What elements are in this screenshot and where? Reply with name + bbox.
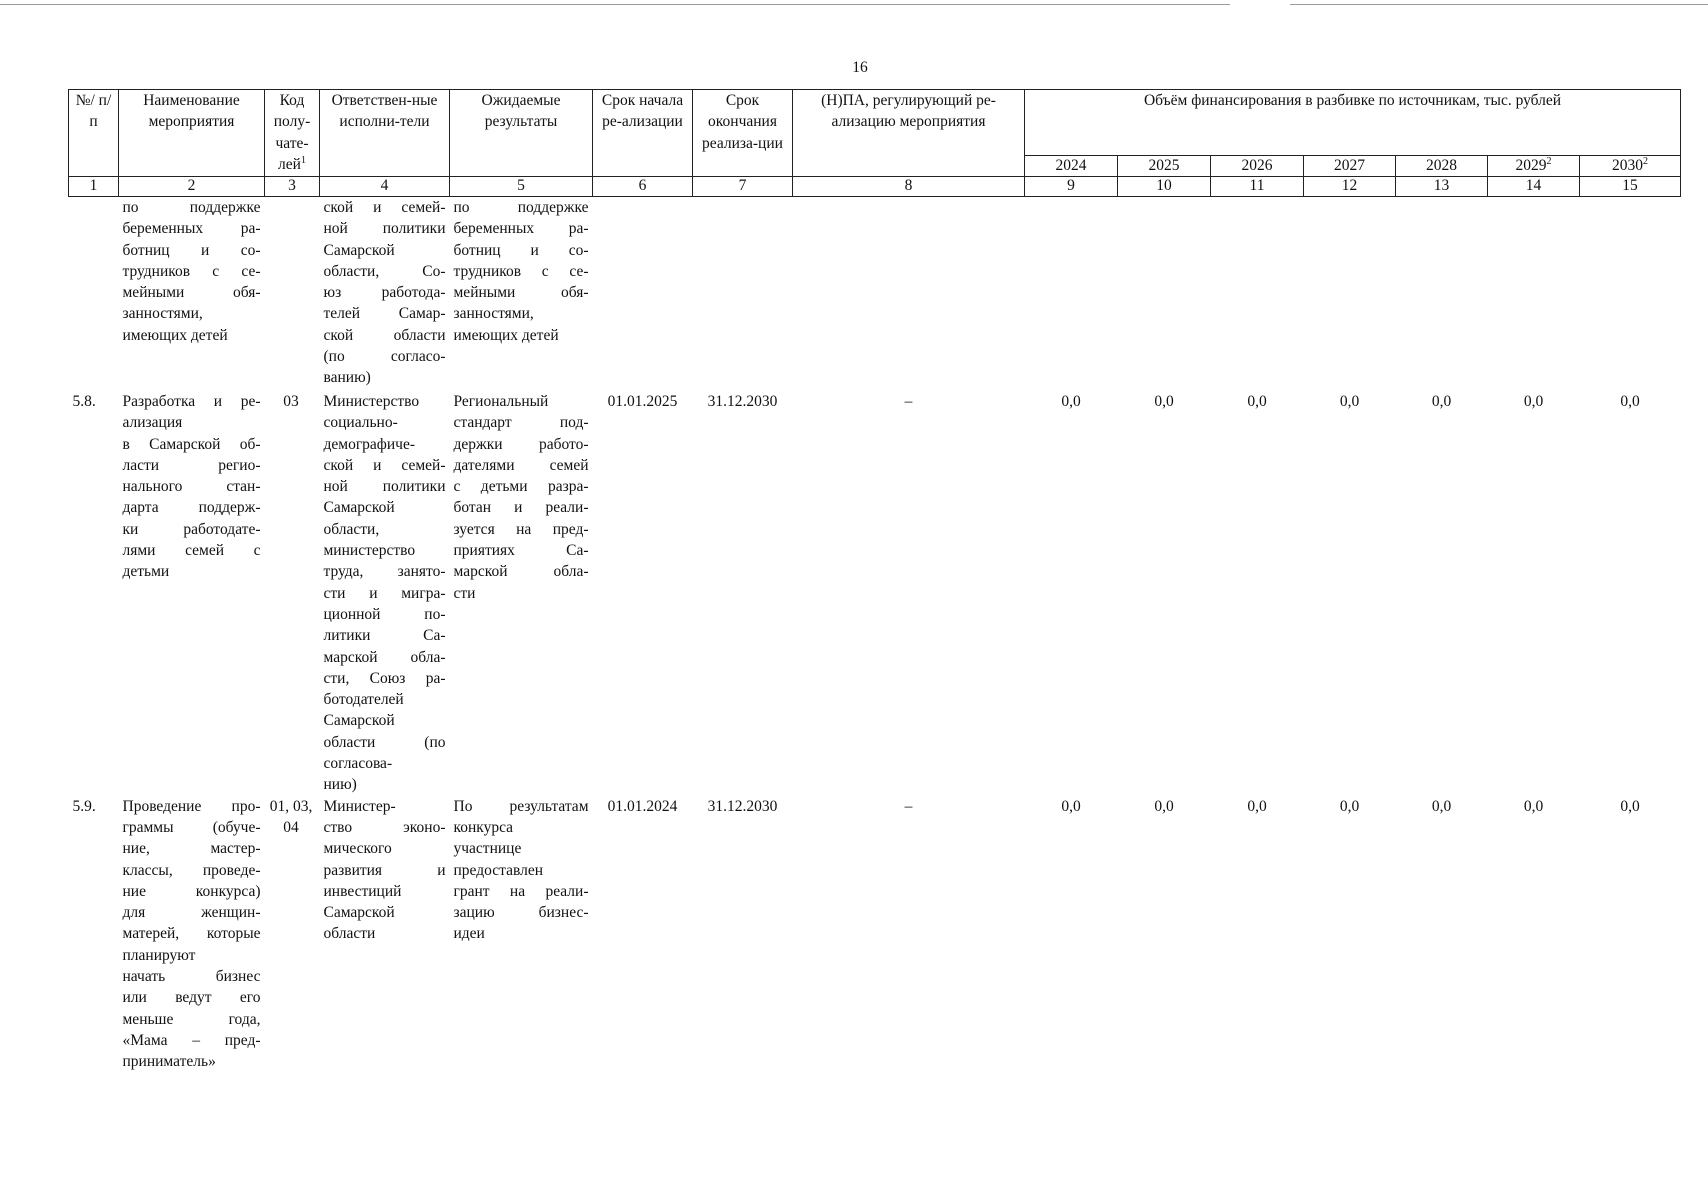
funding-2026: 0,0 (1247, 797, 1267, 815)
funding-2030: 0,0 (1620, 393, 1640, 410)
funding-2024: 0,0 (1061, 797, 1081, 815)
funding-2029 (1488, 197, 1580, 392)
header-year-2029: 2029$^2$ (1488, 156, 1580, 177)
header-code: Код полу- чате- лей$^1$ (265, 90, 320, 177)
row-number: 5.9. (72, 797, 96, 815)
funding-2028 (1396, 197, 1488, 392)
funding-2030 (1580, 197, 1681, 392)
header-executors: Ответствен-ные исполни-тели (320, 90, 450, 177)
column-number-5: 5 (450, 177, 593, 197)
npa-regulation: – (904, 797, 913, 815)
header-year-2028: 2028 (1396, 156, 1488, 177)
column-number-2: 2 (119, 177, 265, 197)
start-date (593, 197, 693, 392)
expected-results: Региональный стандарт под- держки работо- дателями семей с детьми разра- ботан и реали- зуется на пред- приятиях Са- марской обла- сти (453, 393, 589, 602)
header-end-date: Срок окончания реализа-ции (693, 90, 793, 177)
column-number-14: 14 (1488, 177, 1580, 197)
funding-2026 (1211, 197, 1304, 392)
funding-2026: 0,0 (1247, 393, 1267, 410)
header-year-2026: 2026 (1211, 156, 1304, 177)
responsible-executors: Министер- ство эконо- мического развития и инвестиций Самарской области (323, 797, 446, 943)
funding-2029: 0,0 (1523, 797, 1544, 815)
recipient-code (265, 197, 320, 392)
column-number-12: 12 (1304, 177, 1396, 197)
row-number (69, 197, 119, 392)
table-body (69, 197, 1681, 1073)
header-column-numbers (69, 177, 1681, 197)
header-year-2024: 2024 (1025, 156, 1118, 177)
header-year-2027: 2027 (1304, 156, 1396, 177)
column-number-4: 4 (320, 177, 450, 197)
funding-2025: 0,0 (1154, 797, 1174, 815)
funding-2027 (1304, 197, 1396, 392)
row-number: 5.8. (72, 393, 96, 410)
column-number-11: 11 (1211, 177, 1304, 197)
funding-2029: 0,0 (1523, 393, 1544, 410)
table-row (69, 796, 1681, 1073)
recipient-code: 01, 03, 04 (269, 797, 313, 836)
funding-2025 (1118, 197, 1211, 392)
activity-name: по поддержке беременных ра- ботниц и со- трудников с се- мейными обя- занностями, имеющих детей (122, 199, 261, 344)
header-start-date: Срок начала ре-ализации (593, 90, 693, 177)
funding-2028: 0,0 (1431, 797, 1452, 815)
scan-artifact-line (1290, 4, 1708, 5)
funding-2027: 0,0 (1339, 393, 1360, 410)
funding-2025: 0,0 (1154, 393, 1174, 410)
npa-regulation (793, 197, 1025, 392)
responsible-executors: ской и семей- ной политики Самарской области, Со- юз работода- телей Самар- ской области (по согласо- ванию) (323, 199, 446, 387)
funding-2027: 0,0 (1339, 797, 1360, 815)
header-name: Наименование мероприятия (119, 90, 265, 177)
table-row (69, 391, 1681, 796)
recipient-code: 03 (283, 393, 299, 410)
header-funding: Объём финансирования в разбивке по источникам, тыс. рублей (1025, 90, 1681, 156)
column-number-8: 8 (793, 177, 1025, 197)
column-number-15: 15 (1580, 177, 1681, 197)
end-date: 31.12.2030 (707, 393, 778, 410)
expected-results: по поддержке беременных ра- ботниц и со- трудников с се- мейными обя- занностями, имеющих детей (453, 199, 589, 344)
header-year-2030: 2030$^2$ (1580, 156, 1681, 177)
activity-name: Проведение про- граммы (обуче- ние, мастер- классы, проведе- ние конкурса) для женщин- матерей, которые планируют начать бизнес или ведут его меньше года, «Мама – пред- приниматель» (122, 797, 261, 1071)
funding-2024: 0,0 (1061, 393, 1081, 410)
page-number: 16 (852, 59, 868, 76)
column-number-13: 13 (1396, 177, 1488, 197)
program-table (68, 89, 1681, 1073)
responsible-executors: Министерство социально- демографиче- ской и семей- ной политики Самарской области, министерство труда, занято- сти и мигра- ционной по- литики Са- марской обла- сти, Союз ра- ботодателей Самарской области (по согласова- нию) (323, 393, 446, 794)
header-results: Ожидаемые результаты (450, 90, 593, 177)
column-number-10: 10 (1118, 177, 1211, 197)
funding-2030: 0,0 (1620, 797, 1640, 815)
funding-2024 (1025, 197, 1118, 392)
header-year-2025: 2025 (1118, 156, 1211, 177)
table-row (69, 197, 1681, 392)
start-date: 01.01.2024 (607, 797, 678, 815)
activity-name: Разработка и ре- ализация в Самарской об- ласти регио- нального стан- дарта поддерж- ки работодате- лями семей с детьми (122, 393, 261, 581)
column-number-6: 6 (593, 177, 693, 197)
expected-results: По результатам конкурса участнице предоставлен грант на реали- зацию бизнес- идеи (453, 797, 589, 943)
table-header (69, 90, 1681, 197)
scan-artifact-line (0, 4, 1230, 5)
header-number: №/ п/п (69, 90, 119, 177)
end-date (693, 197, 793, 392)
end-date: 31.12.2030 (707, 797, 778, 815)
funding-2028: 0,0 (1431, 393, 1452, 410)
column-number-1: 1 (69, 177, 119, 197)
header-npa: (Н)ПА, регулирующий ре-ализацию мероприятия (793, 90, 1025, 177)
column-number-3: 3 (265, 177, 320, 197)
column-number-9: 9 (1025, 177, 1118, 197)
npa-regulation: – (904, 393, 913, 410)
column-number-7: 7 (693, 177, 793, 197)
start-date: 01.01.2025 (607, 393, 678, 410)
